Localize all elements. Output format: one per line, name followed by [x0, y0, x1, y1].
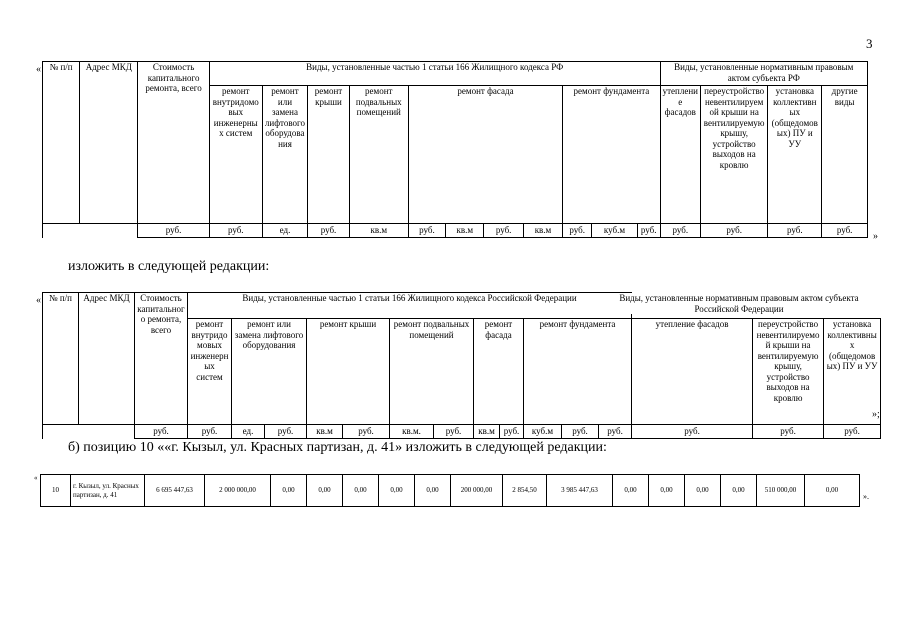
unit-cell: руб. [700, 224, 767, 238]
open-quote-2: « [36, 295, 41, 306]
row-value: 6 695 447,63 [145, 475, 205, 507]
sub-foundation: ремонт фундамента [563, 86, 660, 224]
open-quote-3: « [34, 474, 38, 482]
unit-cell: кв.м [474, 425, 500, 439]
row-value: 3 985 447,63 [547, 475, 613, 507]
row-value: 0,00 [271, 475, 307, 507]
row-value: 0,00 [307, 475, 343, 507]
sub-roof-conversion: переустройство невентилируемой крыши на вентилируемую крышу, устройство выходов на кровлю [753, 319, 824, 425]
unit-cell: руб. [824, 425, 881, 439]
unit-cell: руб. [308, 224, 349, 238]
sub-facade: ремонт фасада [408, 86, 562, 224]
row-value: 0,00 [805, 475, 860, 507]
sub-elevator: ремонт или замена лифтового оборудования [262, 86, 308, 224]
open-quote-1: « [36, 64, 41, 75]
unit-cell: руб. [434, 425, 474, 439]
header-cost: Стоимость капитального ремонта, всего [135, 293, 188, 425]
header-address: Адрес МКД [80, 62, 138, 224]
sub-elevator: ремонт или замена лифтового оборудования [232, 319, 307, 425]
row-value: 0,00 [649, 475, 685, 507]
page-number: 3 [866, 36, 873, 51]
unit-cell: руб. [822, 224, 868, 238]
header-group-federal: Виды, установленные частью 1 статьи 166 Жилищного кодекса Российской Федерации [188, 293, 632, 319]
unit-cell: руб. [265, 425, 307, 439]
row-address: г. Кызыл, ул. Красных партизан, д. 41 [71, 475, 145, 507]
sub-internal-systems: ремонт внутридомовых инженерных систем [188, 319, 232, 425]
unit-cell: кв.м [446, 224, 484, 238]
unit-cell: руб. [768, 224, 822, 238]
header-num: № п/п [43, 293, 79, 425]
unit-cell: руб. [135, 425, 188, 439]
paragraph-edit-2: б) позицию 10 ««г. Кызыл, ул. Красных партизан, д. 41» изложить в следующей редакции: [68, 440, 607, 455]
header-num: № п/п [43, 62, 80, 224]
sub-meters: установка коллективных (общедомовых) ПУ и УУ [768, 86, 822, 224]
unit-cell: кв.м [307, 425, 343, 439]
sub-roof: ремонт крыши [307, 319, 390, 425]
unit-cell: руб. [660, 224, 700, 238]
unit-cell: кв.м [349, 224, 408, 238]
sub-basement: ремонт подвальных помещений [390, 319, 474, 425]
sub-roof: ремонт крыши [308, 86, 349, 224]
row-value: 0,00 [721, 475, 757, 507]
row-value: 510 000,00 [757, 475, 805, 507]
row-value: 0,00 [343, 475, 379, 507]
sub-insulation: утепление фасадов [660, 86, 700, 224]
row-value: 0,00 [379, 475, 415, 507]
sub-roof-conversion: переустройство невентилируемой крыши на вентилируемую крышу, устройство выходов на кровлю [700, 86, 767, 224]
unit-cell: куб.м [524, 425, 562, 439]
table-row-10 [40, 474, 860, 507]
table-original [42, 61, 868, 238]
header-group-federal: Виды, установленные частью 1 статьи 166 Жилищного кодекса РФ [209, 62, 660, 86]
sub-internal-systems: ремонт внутридомовых инженерных систем [209, 86, 262, 224]
unit-cell: кв.м [523, 224, 562, 238]
header-group-regional-2: Виды, установленные нормативным правовым актом субъекта Российской Федерации [610, 293, 868, 314]
unit-cell: куб.м [592, 224, 638, 238]
header-address: Адрес МКД [79, 293, 135, 425]
unit-cell: руб. [500, 425, 524, 439]
unit-cell: руб. [562, 425, 599, 439]
unit-cell: руб. [632, 425, 753, 439]
header-group-regional: Виды, установленные нормативным правовым актом субъекта РФ [660, 62, 867, 86]
sub-facade: ремонт фасада [474, 319, 524, 425]
sub-meters: установка коллективных (общедомовых) ПУ и УУ [824, 319, 881, 425]
units-row [43, 425, 881, 439]
sub-insulation: утепление фасадов [632, 319, 753, 425]
row-value: 2 854,50 [503, 475, 547, 507]
unit-cell: руб. [484, 224, 523, 238]
header-cost: Стоимость капитального ремонта, всего [138, 62, 210, 224]
sub-other: другие виды [822, 86, 868, 224]
unit-cell: руб. [599, 425, 632, 439]
row-value: 200 000,00 [451, 475, 503, 507]
unit-cell: руб. [753, 425, 824, 439]
unit-cell: руб. [209, 224, 262, 238]
table-new-edition [42, 292, 881, 439]
unit-cell: кв.м. [390, 425, 434, 439]
unit-cell: ед. [232, 425, 265, 439]
unit-cell: ед. [262, 224, 308, 238]
unit-cell: руб. [343, 425, 390, 439]
row-num: 10 [41, 475, 71, 507]
close-quote-3: ». [863, 492, 869, 501]
row-value: 0,00 [685, 475, 721, 507]
table-row [41, 475, 860, 507]
unit-cell: руб. [408, 224, 445, 238]
units-row [43, 224, 868, 238]
paragraph-edit-1: изложить в следующей редакции: [68, 259, 270, 274]
sub-basement: ремонт подвальных помещений [349, 86, 408, 224]
unit-cell: руб. [188, 425, 232, 439]
row-value: 2 000 000,00 [205, 475, 271, 507]
close-quote-1: » [873, 231, 878, 242]
row-value: 0,00 [415, 475, 451, 507]
unit-cell: руб. [563, 224, 592, 238]
unit-cell: руб. [637, 224, 660, 238]
close-quote-2: »; [872, 409, 880, 420]
unit-cell: руб. [138, 224, 210, 238]
row-value: 0,00 [613, 475, 649, 507]
sub-foundation: ремонт фундамента [524, 319, 632, 425]
